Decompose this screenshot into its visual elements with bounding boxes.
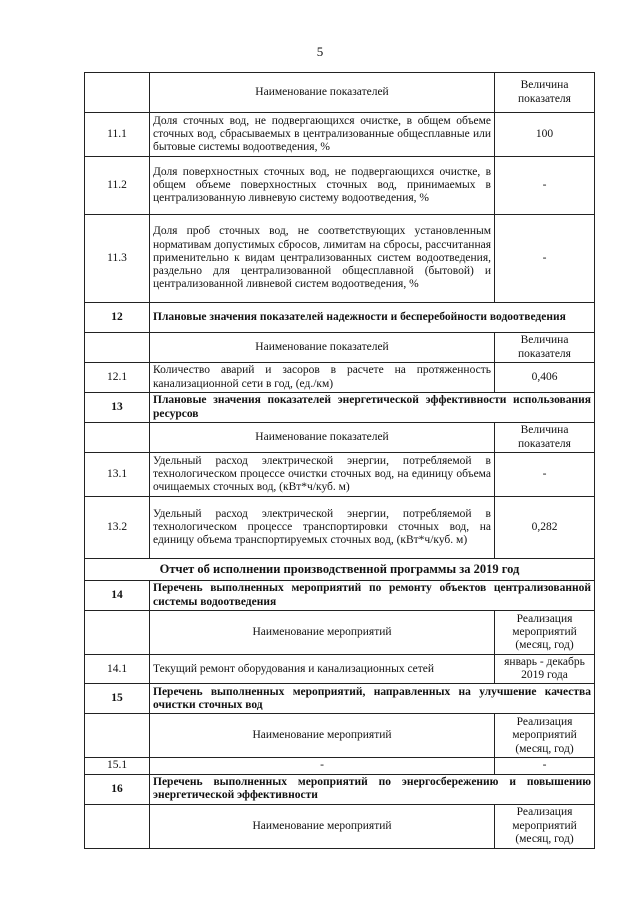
row-text: Текущий ремонт оборудования и канализационных сетей — [150, 655, 495, 684]
indicators-table — [84, 72, 595, 849]
table-header-row — [85, 611, 595, 655]
empty-cell — [85, 333, 150, 363]
row-number: 14.1 — [85, 655, 150, 684]
section-title: Плановые значения показателей надежности и бесперебойности водоотведения — [150, 303, 595, 333]
column-header-events: Наименование мероприятий — [150, 714, 495, 758]
row-value: - — [495, 453, 595, 497]
section-number: 13 — [85, 393, 150, 423]
column-header-events: Наименование мероприятий — [150, 611, 495, 655]
table-row — [85, 157, 595, 215]
row-value: 0,282 — [495, 497, 595, 559]
row-value: - — [495, 758, 595, 774]
row-number: 13.2 — [85, 497, 150, 559]
section-number: 15 — [85, 684, 150, 714]
row-number: 11.1 — [85, 113, 150, 157]
table-header-row — [85, 73, 595, 113]
empty-cell — [85, 423, 150, 453]
column-header-realization: Реализация мероприятий (месяц, год) — [495, 611, 595, 655]
row-number: 11.2 — [85, 157, 150, 215]
column-header-names: Наименование показателей — [150, 423, 495, 453]
section-title: Перечень выполненных мероприятий по ремонту объектов централизованной системы водоотведения — [150, 581, 595, 611]
table-header-row — [85, 804, 595, 848]
table-row — [85, 113, 595, 157]
row-text: - — [150, 758, 495, 774]
report-title-row — [85, 559, 595, 581]
row-text: Доля проб сточных вод, не соответствующих установленным нормативам допустимых сбросов, лимитам на сбросы, рассчитанная применительно к видам централизованных систем водоотведения, раздельно для централизованной общесплавной (бытовой) и централизованной ливневой систем водоотведения, % — [150, 215, 495, 303]
section-number: 14 — [85, 581, 150, 611]
row-value: январь - декабрь 2019 года — [495, 655, 595, 684]
row-value: - — [495, 157, 595, 215]
row-value: - — [495, 215, 595, 303]
row-text: Доля поверхностных сточных вод, не подвергающихся очистке, в общем объеме поверхностных сточных вод, принимаемых в централизованную ливневую систему водоотведения, % — [150, 157, 495, 215]
table-row — [85, 655, 595, 684]
row-number: 12.1 — [85, 363, 150, 393]
column-header-realization: Реализация мероприятий (месяц, год) — [495, 714, 595, 758]
column-header-value: Величина показателя — [495, 333, 595, 363]
column-header-value: Величина показателя — [495, 73, 595, 113]
row-text: Доля сточных вод, не подвергающихся очистке, в общем объеме сточных вод, сбрасываемых в централизованные общесплавные или бытовые системы водоотведения, % — [150, 113, 495, 157]
row-value: 100 — [495, 113, 595, 157]
row-text: Количество аварий и засоров в расчете на протяженность канализационной сети в год, (ед./км) — [150, 363, 495, 393]
table-row — [85, 453, 595, 497]
empty-cell — [85, 804, 150, 848]
report-title: Отчет об исполнении производственной программы за 2019 год — [85, 559, 595, 581]
row-number: 15.1 — [85, 758, 150, 774]
row-number: 11.3 — [85, 215, 150, 303]
column-header-realization: Реализация мероприятий (месяц, год) — [495, 804, 595, 848]
empty-cell — [85, 73, 150, 113]
row-text: Удельный расход электрической энергии, потребляемой в технологическом процессе очистки сточных вод, на единицу объема очищаемых сточных вод, (кВт*ч/куб. м) — [150, 453, 495, 497]
column-header-value: Величина показателя — [495, 423, 595, 453]
column-header-names: Наименование показателей — [150, 73, 495, 113]
section-number: 16 — [85, 774, 150, 804]
page-number: 5 — [316, 44, 324, 59]
section-title: Перечень выполненных мероприятий по энергосбережению и повышению энергетической эффективности — [150, 774, 595, 804]
table-row — [85, 758, 595, 774]
table-header-row — [85, 714, 595, 758]
table-header-row — [85, 423, 595, 453]
column-header-names: Наименование показателей — [150, 333, 495, 363]
table-row — [85, 363, 595, 393]
section-row — [85, 684, 595, 714]
section-title: Перечень выполненных мероприятий, направленных на улучшение качества очистки сточных вод — [150, 684, 595, 714]
empty-cell — [85, 714, 150, 758]
empty-cell — [85, 611, 150, 655]
section-row — [85, 774, 595, 804]
column-header-events: Наименование мероприятий — [150, 804, 495, 848]
row-number: 13.1 — [85, 453, 150, 497]
table-header-row — [85, 333, 595, 363]
section-row — [85, 303, 595, 333]
section-number: 12 — [85, 303, 150, 333]
table-row — [85, 497, 595, 559]
table-row — [85, 215, 595, 303]
section-title: Плановые значения показателей энергетической эффективности использования ресурсов — [150, 393, 595, 423]
section-row — [85, 581, 595, 611]
row-value: 0,406 — [495, 363, 595, 393]
row-text: Удельный расход электрической энергии, потребляемой в технологическом процессе транспортировки сточных вод, на единицу объема транспортируемых сточных вод, (кВт*ч/куб. м) — [150, 497, 495, 559]
section-row — [85, 393, 595, 423]
